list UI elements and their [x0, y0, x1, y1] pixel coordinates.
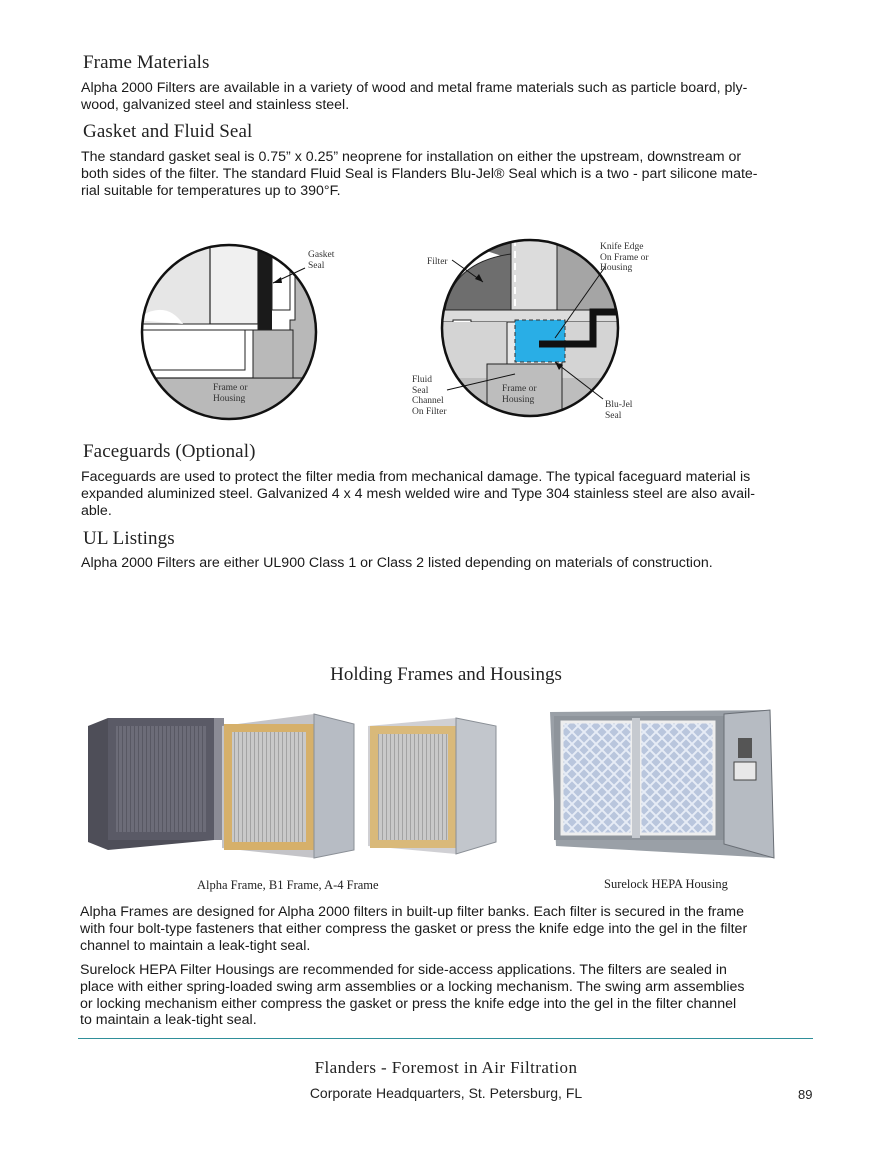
label-line: Frame or	[502, 384, 537, 394]
label-line: Fluid	[412, 375, 433, 385]
text-line: place with either spring-loaded swing arm assemblies or a locking mechanism. The swing arm assemblies	[80, 978, 745, 995]
heading-holding-frames: Holding Frames and Housings	[330, 664, 562, 685]
label-line: Housing	[213, 393, 246, 404]
text-line: both sides of the filter. The standard Fluid Seal is Flanders Blu-Jel® Seal which is a two - part silicone mate-	[81, 165, 758, 182]
paragraph-surelock	[80, 962, 813, 1029]
heading-frame-materials: Frame Materials	[83, 52, 210, 73]
page-number: 89	[798, 1087, 813, 1102]
caption-alpha-frames: Alpha Frame, B1 Frame, A-4 Frame	[197, 878, 379, 892]
alpha-frames-photo	[86, 712, 506, 862]
text-line: expanded aluminized steel. Galvanized 4 x 4 mesh welded wire and Type 304 stainless steel are also avail-	[81, 485, 756, 502]
label-blu-jel-seal	[605, 400, 632, 421]
label-line: Channel	[412, 396, 444, 406]
label-line: Housing	[600, 263, 633, 273]
surelock-housing-photo	[548, 708, 778, 868]
text-line: to maintain a leak-tight seal.	[80, 1012, 257, 1029]
label-line: Gasket	[308, 250, 335, 260]
heading-ul-listings: UL Listings	[83, 528, 175, 549]
text-line: with four bolt-type fasteners that either compress the gasket or press the knife edge into the gel in the filter	[80, 920, 748, 937]
label-line: Seal	[412, 385, 429, 396]
caption-surelock-housing: Surelock HEPA Housing	[604, 877, 728, 891]
label-frame-housing-1	[213, 383, 248, 404]
text-line: The standard gasket seal is 0.75” x 0.25” neoprene for installation on either the upstream, downstream or	[81, 149, 742, 165]
text-line: wood, galvanized steel and stainless steel.	[81, 96, 350, 113]
label-line: Seal	[605, 410, 622, 421]
label-line: Knife Edge	[600, 242, 644, 252]
text-line: rial suitable for temperatures up to 390°F.	[81, 182, 341, 199]
footer-title: Flanders - Foremost in Air Filtration	[314, 1058, 578, 1077]
text-line: Alpha Frames are designed for Alpha 2000 filters in built-up filter banks. Each filter is secured in the frame	[80, 904, 744, 920]
paragraph-alpha-frames	[80, 904, 813, 954]
label-frame-housing-2	[502, 384, 537, 405]
label-knife-edge	[600, 242, 649, 274]
label-line: Housing	[502, 394, 535, 405]
heading-gasket-fluid-seal: Gasket and Fluid Seal	[83, 121, 253, 142]
footer-divider	[78, 1038, 813, 1039]
label-line: On Frame or	[600, 252, 649, 263]
paragraph-frame-materials	[81, 80, 813, 114]
footer-subtitle: Corporate Headquarters, St. Petersburg, FL	[309, 1085, 583, 1101]
text-line: Alpha 2000 Filters are available in a variety of wood and metal frame materials such as particle board, ply-	[81, 80, 748, 96]
text-line: able.	[81, 502, 112, 519]
label-line: Seal	[308, 260, 325, 271]
text-line: Alpha 2000 Filters are either UL900 Class 1 or Class 2 listed depending on materials of construction.	[81, 555, 713, 571]
text-line: channel to maintain a leak-tight seal.	[80, 937, 311, 954]
text-line: or locking mechanism either compress the gasket or press the knife edge into the gel in the filter channel	[80, 995, 737, 1012]
label-fluid-seal-channel	[412, 375, 447, 417]
label-line: Frame or	[213, 383, 248, 393]
heading-faceguards: Faceguards (Optional)	[83, 441, 256, 462]
label-line: On Filter	[412, 406, 447, 417]
text-line: Faceguards are used to protect the filter media from mechanical damage. The typical faceguard material is	[81, 469, 751, 485]
paragraph-gasket	[81, 149, 813, 199]
label-filter: Filter	[427, 257, 448, 267]
label-line: Blu-Jel	[605, 400, 633, 410]
paragraph-ul-listings	[81, 555, 813, 572]
paragraph-faceguards	[81, 469, 813, 519]
text-line: Surelock HEPA Filter Housings are recommended for side-access applications. The filters are sealed in	[80, 962, 727, 978]
label-gasket-seal	[308, 250, 334, 271]
